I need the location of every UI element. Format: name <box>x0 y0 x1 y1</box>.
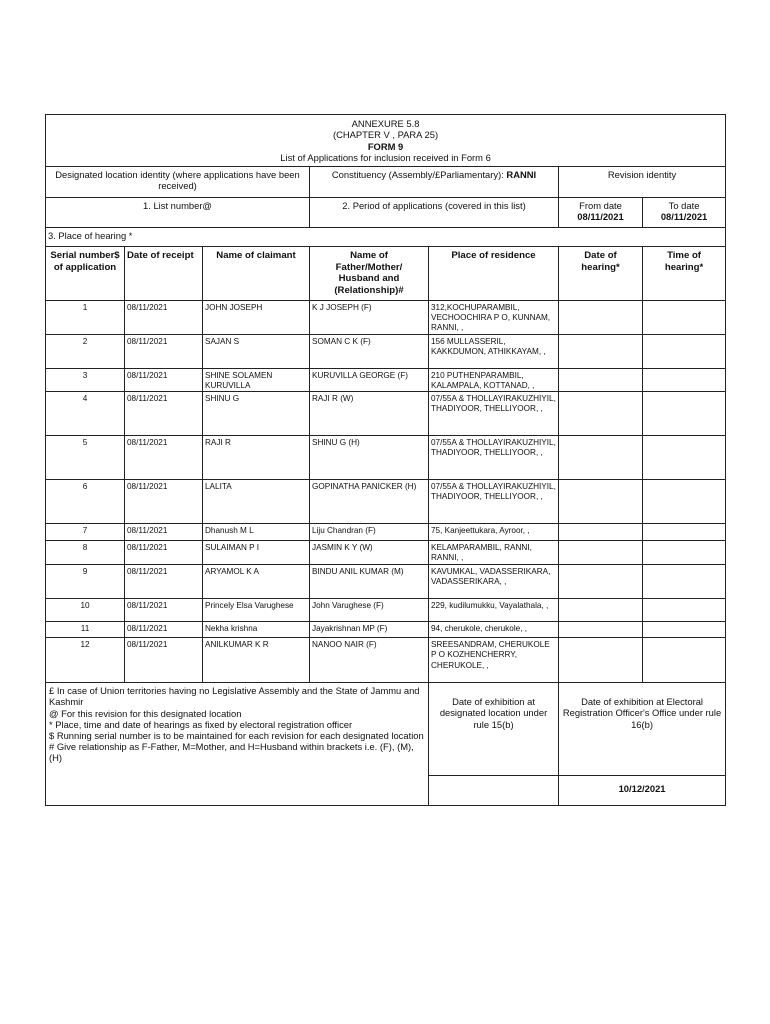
table-row <box>46 599 726 622</box>
claimant-cell: LALITA <box>203 480 310 524</box>
hearing-date-cell <box>559 638 643 683</box>
note-union-territories: £ In case of Union territories having no Legislative Assembly and the State of Jammu and Kashmir <box>49 685 420 708</box>
relation-cell: SOMAN C K (F) <box>310 334 429 368</box>
serial-cell: 11 <box>46 622 125 638</box>
claimant-cell: Princely Elsa Varughese <box>203 599 310 622</box>
from-date-value: 08/11/2021 <box>577 211 624 223</box>
hearing-time-cell <box>643 392 726 436</box>
serial-cell: 5 <box>46 436 125 480</box>
relation-cell: K J JOSEPH (F) <box>310 300 429 334</box>
place-of-hearing-label: 3. Place of hearing * <box>46 228 726 247</box>
hearing-date-cell <box>559 392 643 436</box>
from-date-cell <box>559 198 643 228</box>
claimant-cell: Dhanush M L <box>203 524 310 541</box>
form-title-block <box>46 115 726 167</box>
to-date-value: 08/11/2021 <box>660 211 708 223</box>
residence-cell: 07/55A & THOLLAYIRAKUZHIYIL, THADIYOOR, THELLIYOOR, , <box>429 480 559 524</box>
relation-cell: Liju Chandran (F) <box>310 524 429 541</box>
relation-cell: JASMIN K Y (W) <box>310 541 429 565</box>
table-row <box>46 480 726 524</box>
claimant-cell: RAJI R <box>203 436 310 480</box>
residence-cell: 312,KOCHUPARAMBIL, VECHOOCHIRA P O, KUNNAM, RANNI, , <box>429 300 559 334</box>
residence-cell: 07/55A & THOLLAYIRAKUZHIYIL, THADIYOOR, THELLIYOOR, , <box>429 392 559 436</box>
col-name-of-claimant: Name of claimant <box>203 247 310 300</box>
exhibition-designated-label: Date of exhibition at designated location under rule 15(b) <box>429 683 559 776</box>
claimant-cell: SAJAN S <box>203 334 310 368</box>
residence-cell: SREESANDRAM, CHERUKOLE P O KOZHENCHERRY, CHERUKOLE, , <box>429 638 559 683</box>
residence-cell: 156 MULLASSERIL, KAKKDUMON, ATHIKKAYAM, , <box>429 334 559 368</box>
serial-cell: 4 <box>46 392 125 436</box>
claimant-cell: ANILKUMAR K R <box>203 638 310 683</box>
serial-cell: 3 <box>46 368 125 392</box>
claimant-cell: ARYAMOL K A <box>203 565 310 599</box>
to-date-label: To date <box>668 200 700 212</box>
serial-cell: 8 <box>46 541 125 565</box>
hearing-date-cell <box>559 599 643 622</box>
relation-cell: BINDU ANIL KUMAR (M) <box>310 565 429 599</box>
serial-cell: 2 <box>46 334 125 368</box>
hearing-time-cell <box>643 480 726 524</box>
designated-location-label: Designated location identity (where applications have been received) <box>46 167 310 198</box>
hearing-date-cell <box>559 334 643 368</box>
table-row <box>46 524 726 541</box>
hearing-date-cell <box>559 300 643 334</box>
table-row <box>46 622 726 638</box>
hearing-time-cell <box>643 599 726 622</box>
hearing-time-cell <box>643 368 726 392</box>
hearing-time-cell <box>643 565 726 599</box>
date-cell: 08/11/2021 <box>125 368 203 392</box>
hearing-time-cell <box>643 300 726 334</box>
col-date-of-receipt: Date of receipt <box>125 247 203 300</box>
table-row <box>46 334 726 368</box>
revision-identity-label: Revision identity <box>559 167 726 198</box>
hearing-date-cell <box>559 368 643 392</box>
claimant-cell: Nekha krishna <box>203 622 310 638</box>
date-cell: 08/11/2021 <box>125 524 203 541</box>
chapter-title: (CHAPTER V , PARA 25) <box>333 129 439 141</box>
serial-cell: 1 <box>46 300 125 334</box>
table-row <box>46 565 726 599</box>
table-row <box>46 436 726 480</box>
column-header-row <box>46 247 726 300</box>
hearing-date-cell <box>559 541 643 565</box>
hearing-date-cell <box>559 436 643 480</box>
residence-cell: 210 PUTHENPARAMBIL, KALAMPALA, KOTTANAD, , <box>429 368 559 392</box>
claimant-cell: SHINE SOLAMEN KURUVILLA <box>203 368 310 392</box>
table-row <box>46 541 726 565</box>
from-date-label: From date <box>579 200 622 212</box>
relation-cell: GOPINATHA PANICKER (H) <box>310 480 429 524</box>
constituency-value: RANNI <box>506 169 537 181</box>
date-cell: 08/11/2021 <box>125 565 203 599</box>
form-9-table <box>45 114 726 806</box>
relation-cell: Jayakrishnan MP (F) <box>310 622 429 638</box>
residence-cell: 75, Kanjeettukara, Ayroor, , <box>429 524 559 541</box>
hearing-time-cell <box>643 638 726 683</box>
residence-cell: 94, cherukole, cherukole, , <box>429 622 559 638</box>
hearing-time-cell <box>643 622 726 638</box>
to-date-cell <box>643 198 726 228</box>
residence-cell: KAVUMKAL, VADASSERIKARA, VADASSERIKARA, , <box>429 565 559 599</box>
serial-cell: 7 <box>46 524 125 541</box>
date-cell: 08/11/2021 <box>125 300 203 334</box>
serial-cell: 9 <box>46 565 125 599</box>
relation-cell: KURUVILLA GEORGE (F) <box>310 368 429 392</box>
relation-cell: NANOO NAIR (F) <box>310 638 429 683</box>
hearing-date-cell <box>559 622 643 638</box>
relation-cell: RAJI R (W) <box>310 392 429 436</box>
residence-cell: KELAMPARAMBIL, RANNI, RANNI, , <box>429 541 559 565</box>
date-cell: 08/11/2021 <box>125 599 203 622</box>
relation-cell: SHINU G (H) <box>310 436 429 480</box>
hearing-date-cell <box>559 480 643 524</box>
list-row <box>46 198 726 228</box>
list-number-label: 1. List number@ <box>46 198 310 228</box>
claimant-cell: JOHN JOSEPH <box>203 300 310 334</box>
form-subtitle: List of Applications for inclusion received in Form 6 <box>280 151 491 163</box>
note-serial: $ Running serial number is to be maintained for each revision for each designated location <box>49 729 424 741</box>
date-cell: 08/11/2021 <box>125 541 203 565</box>
date-cell: 08/11/2021 <box>125 622 203 638</box>
footnotes <box>46 683 429 806</box>
col-relation: Name of Father/Mother/ Husband and (Relationship)# <box>310 247 429 300</box>
residence-cell: 229, kudilumukku, Vayalathala, , <box>429 599 559 622</box>
hearing-time-cell <box>643 541 726 565</box>
place-of-hearing-row <box>46 228 726 247</box>
date-cell: 08/11/2021 <box>125 334 203 368</box>
period-label: 2. Period of applications (covered in this list) <box>310 198 559 228</box>
note-hearing: * Place, time and date of hearings as fixed by electoral registration officer <box>49 718 353 730</box>
date-cell: 08/11/2021 <box>125 480 203 524</box>
residence-cell: 07/55A & THOLLAYIRAKUZHIYIL, THADIYOOR, THELLIYOOR, , <box>429 436 559 480</box>
identity-row <box>46 167 726 198</box>
table-row <box>46 300 726 334</box>
col-date-of-hearing: Date of hearing* <box>559 247 643 300</box>
serial-cell: 6 <box>46 480 125 524</box>
exhibition-ero-date: 10/12/2021 <box>559 776 726 806</box>
claimant-cell: SULAIMAN P I <box>203 541 310 565</box>
hearing-date-cell <box>559 524 643 541</box>
hearing-time-cell <box>643 436 726 480</box>
notes-row <box>46 683 726 776</box>
serial-cell: 10 <box>46 599 125 622</box>
constituency-label: Constituency (Assembly/£Parliamentary): <box>331 169 507 181</box>
form-number: FORM 9 <box>367 140 404 152</box>
note-revision: @ For this revision for this designated location <box>49 707 242 719</box>
date-cell: 08/11/2021 <box>125 392 203 436</box>
col-serial-number: Serial number$ of application <box>46 247 125 300</box>
hearing-date-cell <box>559 565 643 599</box>
hearing-time-cell <box>643 524 726 541</box>
exhibition-designated-date <box>429 776 559 806</box>
table-row <box>46 392 726 436</box>
date-cell: 08/11/2021 <box>125 638 203 683</box>
table-row <box>46 638 726 683</box>
serial-cell: 12 <box>46 638 125 683</box>
relation-cell: John Varughese (F) <box>310 599 429 622</box>
annexure-title: ANNEXURE 5.8 <box>351 118 420 129</box>
col-place-of-residence: Place of residence <box>429 247 559 300</box>
note-relationship: # Give relationship as F-Father, M=Mother, and H=Husband within brackets i.e. (F), (M), (H) <box>49 741 414 764</box>
table-row <box>46 368 726 392</box>
exhibition-ero-label: Date of exhibition at Electoral Registration Officer's Office under rule 16(b) <box>559 683 726 776</box>
date-cell: 08/11/2021 <box>125 436 203 480</box>
hearing-time-cell <box>643 334 726 368</box>
claimant-cell: SHINU G <box>203 392 310 436</box>
constituency-cell <box>310 167 559 198</box>
col-time-of-hearing: Time of hearing* <box>643 247 726 300</box>
title-row <box>46 115 726 167</box>
